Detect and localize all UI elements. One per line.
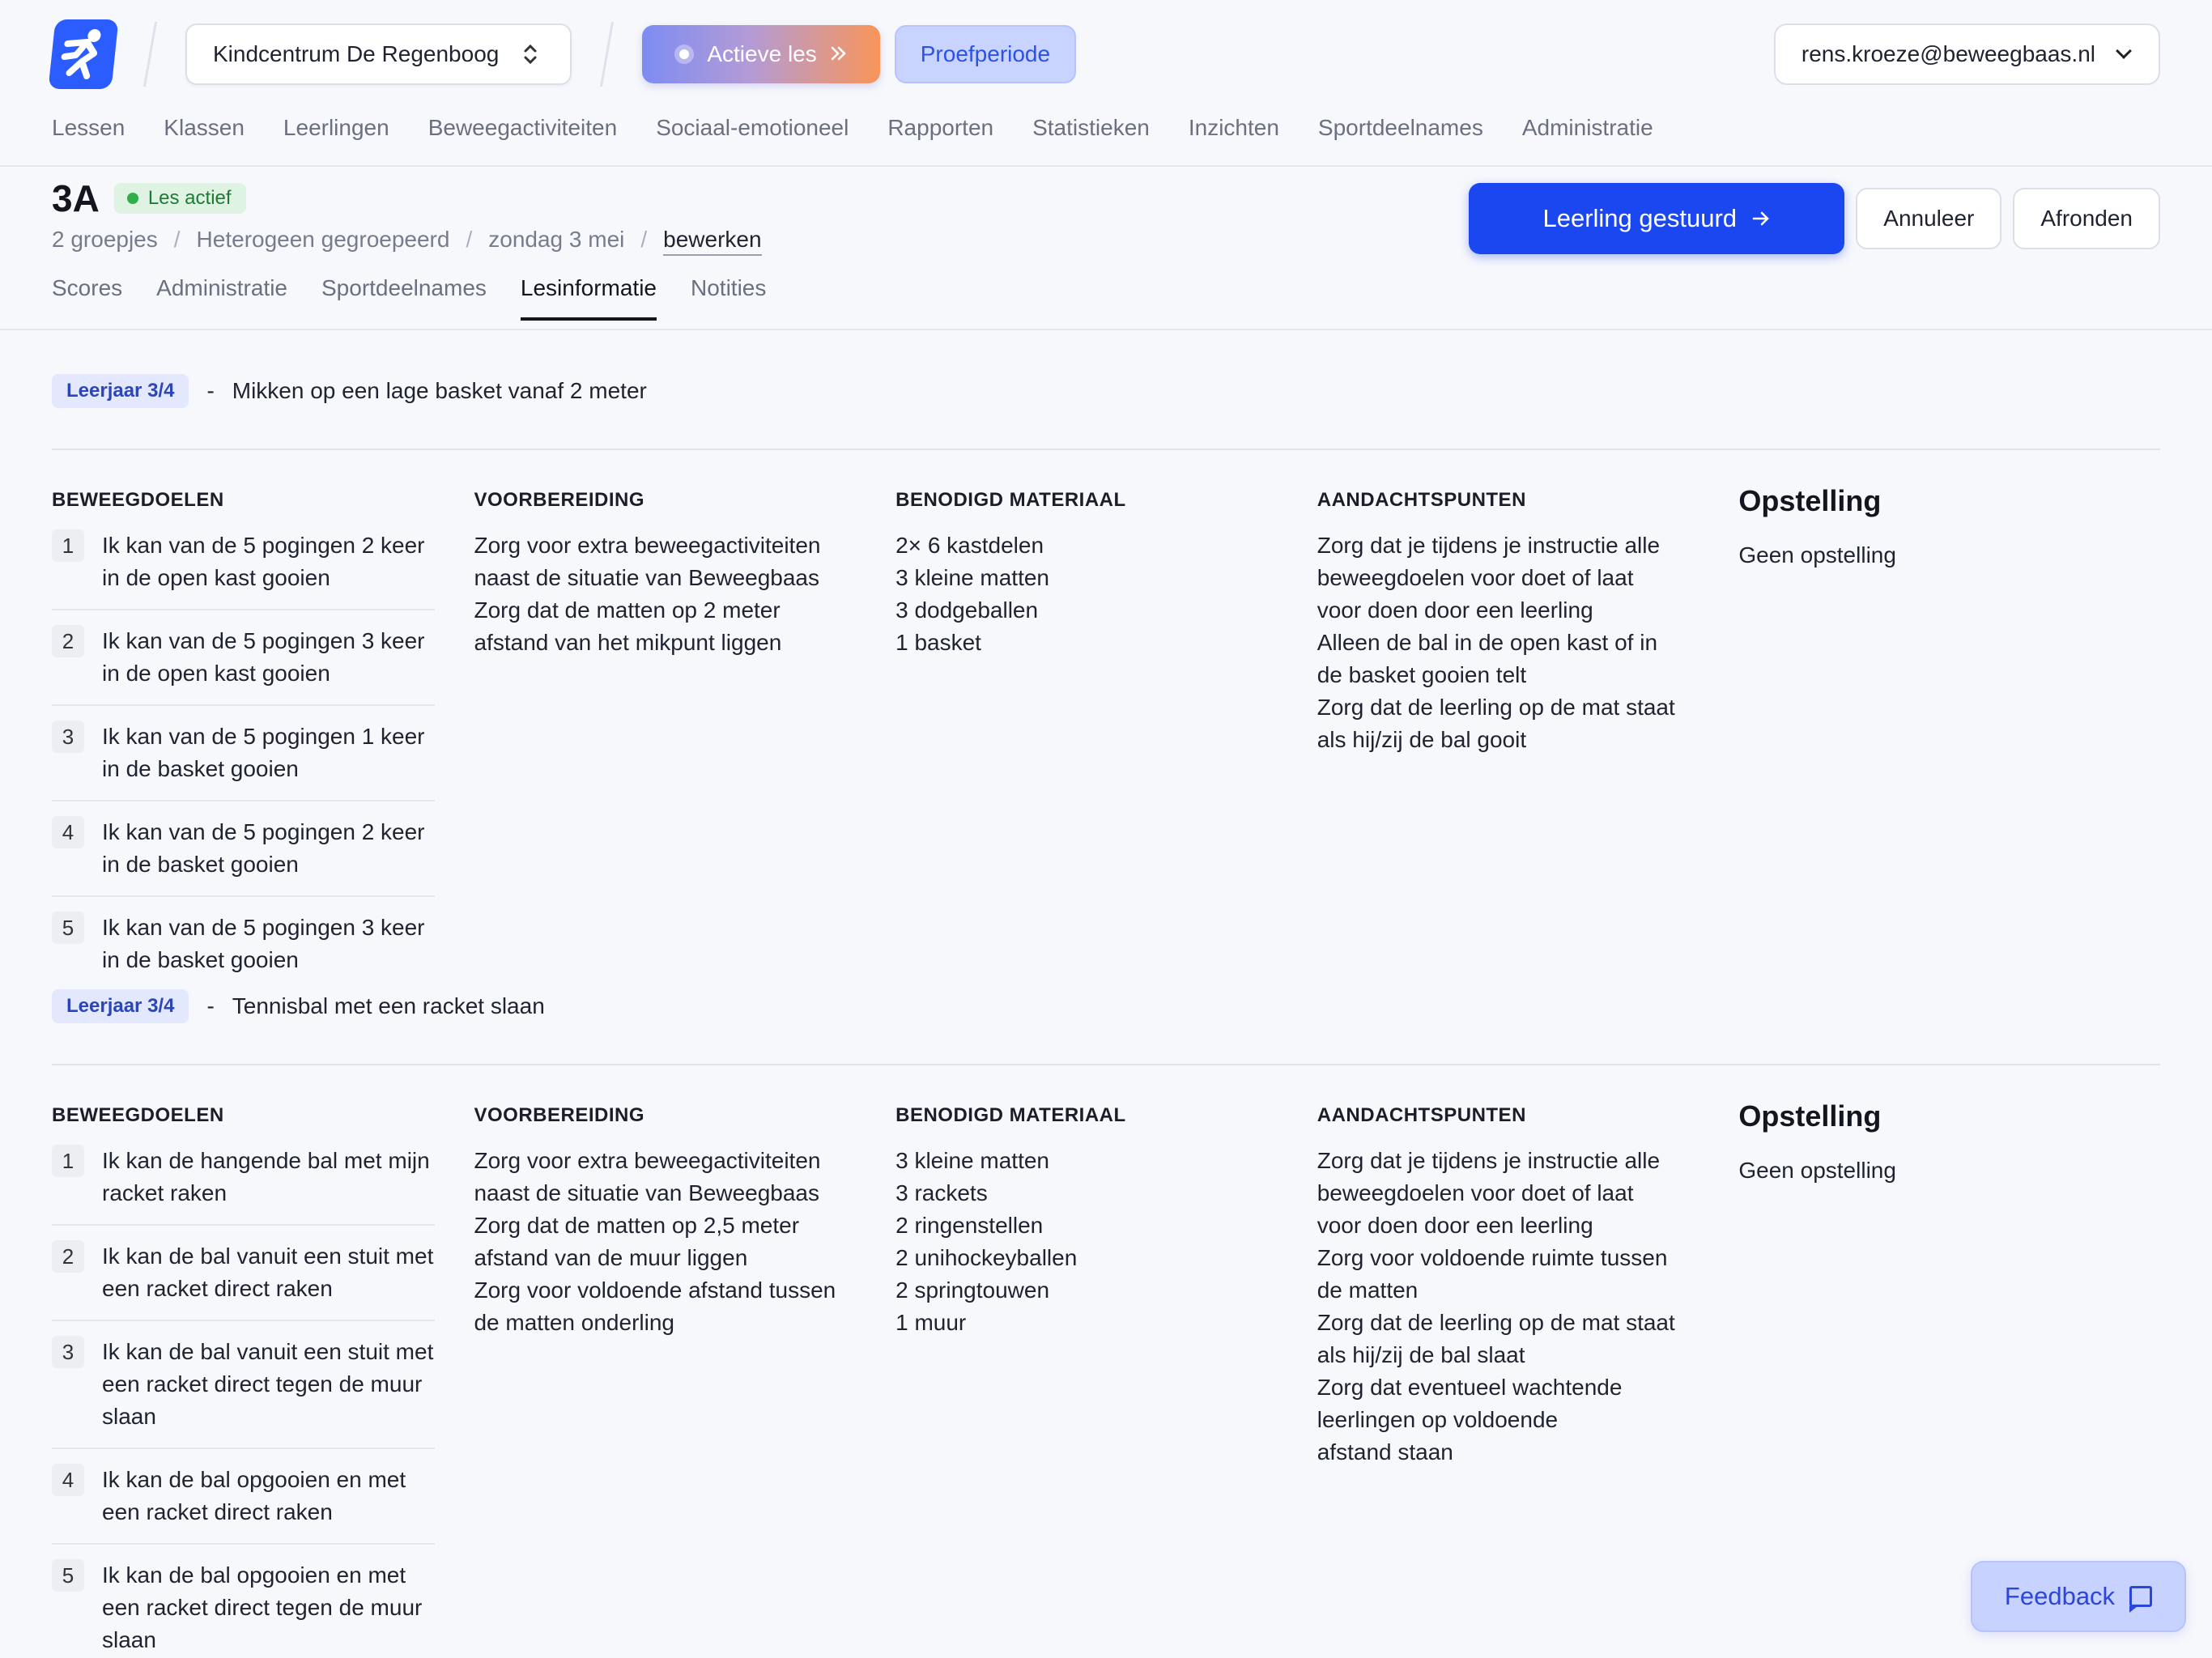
active-lesson-label: Actieve les (707, 41, 817, 66)
goal-item (52, 529, 435, 610)
preparation-line: de matten onderling (474, 1310, 674, 1335)
chat-bubble-icon (2129, 1586, 2152, 1607)
materials-heading: BENODIGD MATERIAAL (895, 489, 1126, 511)
preparation-line: Zorg voor extra beweegactiviteiten (474, 533, 821, 558)
preparation-line: naast de situatie van Beweegbaas (474, 565, 820, 590)
lesson-tabs (52, 275, 766, 321)
lesson-title (52, 176, 246, 220)
attention-column (1317, 489, 1739, 1005)
material-item: 3 rackets (895, 1180, 988, 1205)
school-select-label: Kindcentrum De Regenboog (213, 41, 500, 66)
goal-number: 2 (52, 1240, 84, 1273)
goal-item (52, 625, 435, 706)
attention-line: Zorg dat de leerling op de mat staat (1317, 695, 1675, 720)
attention-line: Zorg dat eventueel wachtende (1317, 1375, 1623, 1400)
preparation-heading: VOORBEREIDING (474, 1104, 645, 1126)
goals-column (52, 1104, 435, 1658)
nav-leerlingen[interactable]: Leerlingen (283, 115, 389, 140)
goal-number: 1 (52, 529, 84, 562)
goal-number: 5 (52, 912, 84, 944)
materials-heading: BENODIGD MATERIAAL (895, 1104, 1126, 1126)
material-item: 2× 6 kastdelen (895, 533, 1044, 558)
attention-line: de matten (1317, 1278, 1419, 1303)
attention-line: de basket gooien telt (1317, 662, 1527, 687)
preparation-line: Zorg dat de matten op 2 meter (474, 597, 781, 623)
runner-logo-icon (55, 26, 111, 83)
status-dot-icon (127, 193, 138, 204)
section-header (52, 989, 2160, 1023)
divider (143, 22, 157, 87)
section-dash: - (206, 993, 215, 1018)
material-item: 3 kleine matten (895, 565, 1049, 590)
active-lesson-button[interactable] (642, 25, 879, 83)
materials-column (895, 489, 1317, 1005)
goal-text: Ik kan de bal vanuit een stuit met een racket direct tegen de muur slaan (102, 1339, 434, 1429)
breadcrumb-date: zondag 3 mei (488, 227, 625, 252)
goal-item (52, 721, 435, 801)
goals-column (52, 489, 435, 1005)
student-led-label: Leerling gestuurd (1542, 204, 1738, 232)
attention-heading: AANDACHTSPUNTEN (1317, 1104, 1526, 1126)
preparation-line: afstand van het mikpunt liggen (474, 630, 782, 655)
cancel-button[interactable] (1856, 188, 2001, 249)
goal-number: 4 (52, 1464, 84, 1496)
goal-text: Ik kan de bal opgooien en met een racket direct tegen de muur slaan (102, 1562, 423, 1652)
tab-lesinformatie[interactable]: Lesinformatie (521, 275, 657, 321)
goal-text: Ik kan de bal opgooien en met een racket direct raken (102, 1467, 406, 1524)
attention-line: als hij/zij de bal slaat (1317, 1342, 1525, 1367)
nav-divider (0, 165, 2212, 167)
section-divider (52, 449, 2160, 450)
section-title: Tennisbal met een racket slaan (232, 993, 545, 1018)
materials-column (895, 1104, 1317, 1658)
goals-heading: BEWEEGDOELEN (52, 489, 224, 511)
goals-heading: BEWEEGDOELEN (52, 1104, 224, 1126)
chevron-down-icon (2116, 43, 2132, 59)
material-item: 2 ringenstellen (895, 1213, 1044, 1238)
material-item: 3 kleine matten (895, 1148, 1049, 1173)
top-bar (0, 0, 2212, 108)
nav-statistieken[interactable]: Statistieken (1032, 115, 1150, 140)
goal-number: 1 (52, 1145, 84, 1177)
attention-line: voor doen door een leerling (1317, 1213, 1593, 1238)
goal-number: 3 (52, 721, 84, 753)
goal-number: 3 (52, 1336, 84, 1368)
attention-line: afstand staan (1317, 1439, 1453, 1465)
arrow-right-icon (1751, 204, 1771, 233)
material-item: 2 unihockeyballen (895, 1245, 1078, 1270)
finish-button[interactable] (2013, 188, 2160, 249)
goal-item (52, 1559, 435, 1658)
feedback-button[interactable] (1971, 1561, 2186, 1632)
finish-label: Afronden (2040, 206, 2133, 231)
setup-heading: Opstelling (1738, 484, 1882, 517)
attention-line: beweegdoelen voor doet of laat (1317, 565, 1634, 590)
breadcrumb-grouping: Heterogeen gegroepeerd (196, 227, 450, 252)
tab-administratie[interactable]: Administratie (156, 275, 287, 300)
cancel-label: Annuleer (1883, 206, 1975, 231)
material-item: 3 dodgeballen (895, 597, 1039, 623)
edit-link[interactable]: bewerken (663, 227, 761, 256)
trial-period-button[interactable] (895, 25, 1076, 83)
school-select[interactable] (185, 23, 572, 85)
tab-scores[interactable]: Scores (52, 275, 123, 300)
goal-item (52, 1464, 435, 1545)
lesson-section (52, 374, 2160, 1005)
breadcrumb-groups: 2 groepjes (52, 227, 158, 252)
goal-text: Ik kan de bal vanuit een stuit met een racket direct raken (102, 1244, 434, 1301)
goal-text: Ik kan van de 5 pogingen 2 keer in de open kast gooien (102, 533, 425, 590)
preparation-line: afstand van de muur liggen (474, 1245, 748, 1270)
goal-item (52, 1240, 435, 1321)
nav-sportdeelnames[interactable]: Sportdeelnames (1317, 115, 1483, 140)
material-item: 2 springtouwen (895, 1278, 1050, 1303)
goal-number: 4 (52, 816, 84, 848)
tab-sportdeelnames[interactable]: Sportdeelnames (321, 275, 487, 300)
class-name: 3A (52, 177, 100, 219)
preparation-heading: VOORBEREIDING (474, 489, 645, 511)
nav-lessen[interactable]: Lessen (52, 115, 125, 140)
attention-line: leerlingen op voldoende (1317, 1407, 1559, 1432)
status-label: Les actief (147, 187, 232, 209)
nav-beweegactiviteiten[interactable]: Beweegactiviteiten (428, 115, 618, 140)
material-item: 1 muur (895, 1310, 967, 1335)
feedback-label: Feedback (2004, 1582, 2116, 1610)
section-header (52, 374, 2160, 408)
goal-item (52, 1145, 435, 1226)
nav-rapporten[interactable]: Rapporten (887, 115, 994, 140)
preparation-line: Zorg voor voldoende afstand tussen (474, 1278, 836, 1303)
app-logo[interactable] (48, 19, 118, 89)
lesson-section (52, 989, 2160, 1658)
record-dot-icon (674, 45, 694, 64)
updown-chevron-icon (523, 42, 538, 66)
preparation-column (474, 1104, 895, 1658)
section-title: Mikken op een lage basket vanaf 2 meter (232, 378, 647, 403)
double-chevron-right-icon (830, 41, 848, 67)
year-badge: Leerjaar 3/4 (52, 989, 189, 1023)
preparation-line: Zorg dat de matten op 2,5 meter (474, 1213, 800, 1238)
user-menu[interactable] (1774, 23, 2160, 85)
attention-heading: AANDACHTSPUNTEN (1317, 489, 1526, 511)
attention-line: Zorg dat de leerling op de mat staat (1317, 1310, 1675, 1335)
section-dash: - (206, 378, 215, 403)
nav-sociaal-emotioneel[interactable]: Sociaal-emotioneel (656, 115, 849, 140)
goal-text: Ik kan van de 5 pogingen 3 keer in de open kast gooien (102, 628, 425, 686)
lesson-actions (1469, 183, 2160, 254)
goal-item (52, 1336, 435, 1449)
year-badge: Leerjaar 3/4 (52, 374, 189, 408)
nav-inzichten[interactable]: Inzichten (1188, 115, 1279, 140)
goal-text: Ik kan van de 5 pogingen 3 keer in de basket gooien (102, 915, 425, 972)
goal-number: 2 (52, 625, 84, 657)
goal-text: Ik kan van de 5 pogingen 2 keer in de basket gooien (102, 819, 425, 877)
section-divider (52, 1064, 2160, 1065)
user-email: rens.kroeze@beweegbaas.nl (1801, 41, 2095, 66)
goal-text: Ik kan de hangende bal met mijn racket raken (102, 1148, 430, 1205)
preparation-line: naast de situatie van Beweegbaas (474, 1180, 820, 1205)
main-nav (52, 115, 1653, 141)
divider (600, 22, 614, 87)
attention-column (1317, 1104, 1739, 1658)
nav-klassen[interactable]: Klassen (164, 115, 245, 140)
setup-value: Geen opstelling (1738, 542, 1896, 568)
trial-period-label: Proefperiode (920, 41, 1051, 66)
material-item: 1 basket (895, 630, 981, 655)
student-led-button[interactable] (1469, 183, 1844, 254)
breadcrumb: 2 groepjes / Heterogeen gegroepeerd / zondag 3 mei / bewerken (52, 227, 762, 256)
goal-item (52, 816, 435, 897)
setup-column (1738, 484, 2160, 1005)
preparation-column (474, 489, 895, 1005)
tab-notities[interactable]: Notities (691, 275, 767, 300)
attention-line: Zorg dat je tijdens je instructie alle (1317, 1148, 1661, 1173)
setup-value: Geen opstelling (1738, 1158, 1896, 1183)
nav-administratie[interactable]: Administratie (1521, 115, 1653, 140)
preparation-line: Zorg voor extra beweegactiviteiten (474, 1148, 821, 1173)
attention-line: als hij/zij de bal gooit (1317, 727, 1527, 752)
attention-line: Zorg dat je tijdens je instructie alle (1317, 533, 1661, 558)
tabs-divider (0, 329, 2212, 330)
goal-text: Ik kan van de 5 pogingen 1 keer in de basket gooien (102, 724, 425, 781)
attention-line: beweegdoelen voor doet of laat (1317, 1180, 1634, 1205)
attention-line: Alleen de bal in de open kast of in (1317, 630, 1658, 655)
goal-item (52, 912, 435, 991)
goal-number: 5 (52, 1559, 84, 1592)
setup-heading: Opstelling (1738, 1099, 1882, 1133)
attention-line: Zorg voor voldoende ruimte tussen (1317, 1245, 1668, 1270)
status-badge (114, 183, 246, 214)
attention-line: voor doen door een leerling (1317, 597, 1593, 623)
